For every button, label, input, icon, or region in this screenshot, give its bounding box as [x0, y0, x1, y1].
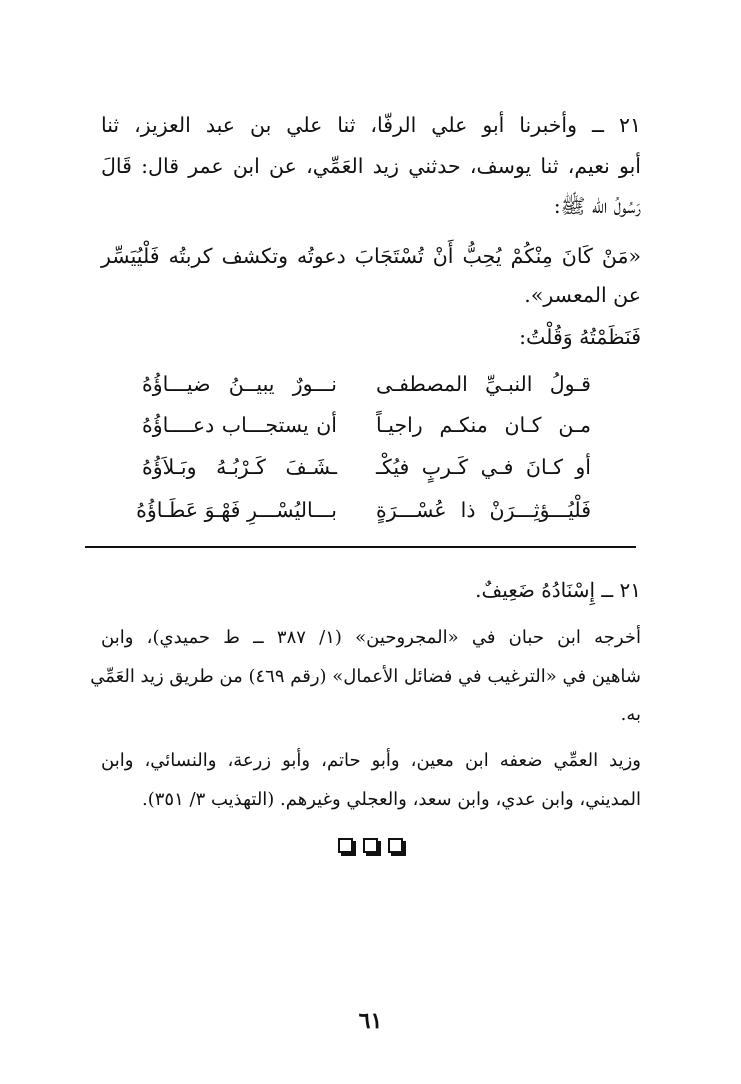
poem-verse-3-right: أو كـانَ فـي كَـربٍ فيُكْـ [376, 455, 591, 479]
footnote-separator [85, 546, 636, 548]
footnote-heading: ٢١ ــ إِسْنَادُهُ ضَعِيفٌ. [475, 578, 641, 602]
poem-verse-4-right: فَلْيُـــؤثِـــرَنْ ذا عُسْـــرَةٍ [376, 498, 591, 522]
page-number: ٦١ [358, 1008, 383, 1034]
square-ornament-icon [363, 838, 378, 853]
poem-intro: فَنَظَمْتُهُ وَقُلْتُ: [519, 325, 641, 349]
square-ornament-icon [388, 838, 403, 853]
hadith-line-3: رَسُولُ اللّه ﷺ: [553, 194, 641, 218]
hadith-line-2: أبو نعيم، ثنا يوسف، حدثني زيد العَمِّي، عن ابن عمر قال: قَالَ [101, 154, 641, 178]
footnote-para1-line-3: به. [620, 704, 641, 725]
poem-verse-1-right: قـولُ النبـيِّ المصطفـى [376, 372, 591, 396]
footnote-para2-line-2: المديني، وابن عدي، وابن سعد، والعجلي وغيرهم. (التهذيب ٣/ ٣٥١). [142, 789, 641, 810]
footnote-para2-line-1: وزيد العمِّي ضعفه ابن معين، وأبو حاتم، وأبو زرعة، والنسائي، وابن [101, 750, 641, 771]
poem-verse-1-left: نـــورٌ يبيــنُ ضيـــاؤُهُ [142, 372, 337, 396]
hadith-line-1: ٢١ ــ وأخبرنا أبو علي الرفّا، ثنا علي بن عبد العزيز، ثنا [101, 113, 641, 137]
poem-verse-3-left: ـشَـفَ كَـرْبُـهُ وبَـلاَؤُهُ [142, 455, 337, 479]
square-ornament-icon [338, 838, 353, 853]
hadith-line-5: عن المعسر». [524, 283, 641, 307]
footnote-para1-line-1: أخرجه ابن حبان في «المجروحين» (١/ ٣٨٧ ــ ط حميدي)، وابن [101, 627, 641, 648]
footnote-para1-line-2: شاهين في «الترغيب في فضائل الأعمال» (رقم ٤٦٩) من طريق زيد العَمِّي [90, 666, 641, 687]
poem-verse-2-left: أن يستجـــاب دعــــاؤُهُ [142, 413, 337, 437]
poem-verse-2-right: مـن كـان منكـم راجيـاً [376, 413, 591, 437]
section-end-ornament [320, 838, 420, 860]
poem-verse-4-left: بـــاليُسْـــرِ فَهْـوَ عَطَـاؤُهُ [136, 498, 337, 522]
hadith-line-4: «مَنْ كَانَ مِنْكُمْ يُحِبُّ أَنْ تُسْتَجَابَ دعوتُه وتكشف كربتُه فَلْيُيَسِّر [101, 244, 641, 268]
